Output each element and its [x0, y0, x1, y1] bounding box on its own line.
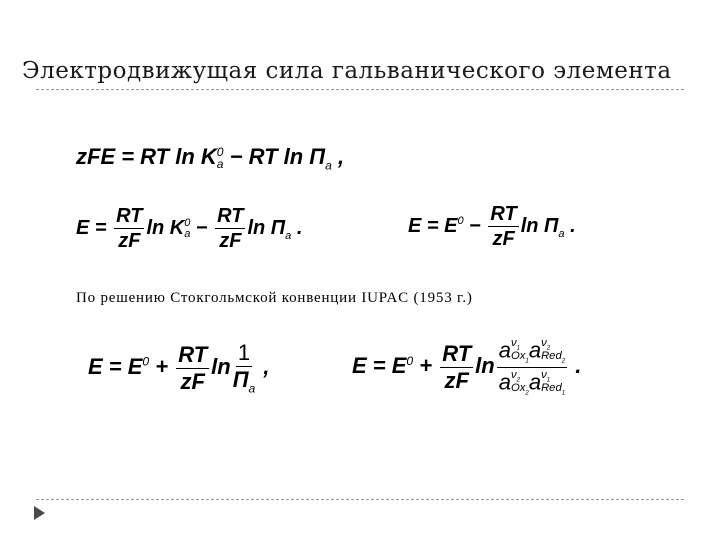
eq3-lhs: E = E	[408, 214, 458, 237]
eq5-n-a1: a	[498, 337, 511, 363]
eq5-num: RT	[442, 340, 472, 366]
eq4-sup: 0	[142, 354, 150, 369]
eq5-ln: ln	[475, 353, 495, 379]
iupac-convention-note: По решению Стокгольмской конвенции IUPAC (1953 г.)	[76, 290, 473, 306]
eq2-lhs: E =	[76, 216, 113, 239]
eq5-n-pi2: 2	[546, 344, 551, 352]
eq5-n-stack1	[511, 338, 529, 365]
eq5-numerator	[497, 338, 567, 368]
eq5-n-a2: a	[528, 337, 542, 363]
eq4-fraction-1	[176, 341, 209, 394]
eq5-n-pi1: 1	[516, 344, 521, 352]
eq5-n-p2: ν	[541, 337, 547, 349]
eq5-d-pi1: 2	[516, 376, 521, 384]
eq2-num2: RT	[217, 205, 244, 227]
eq5-n-s1: Ox	[510, 350, 526, 363]
eq5-d-a1: a	[498, 369, 511, 395]
eq4-tail: ,	[257, 354, 270, 380]
eq3-den: zF	[492, 228, 515, 250]
equation-emf-standard	[408, 204, 576, 249]
footer-divider	[36, 499, 684, 500]
eq5-d-pi2: 1	[546, 376, 551, 384]
eq1-sub2: a	[325, 158, 332, 173]
eq3-sub: a	[558, 227, 565, 240]
slide-bullet-arrow-icon	[34, 506, 45, 520]
eq2-ln2: ln Π	[247, 216, 286, 239]
eq5-plus: +	[413, 353, 439, 379]
eq2-sub1: a	[184, 227, 191, 240]
eq5-d-i2: 1	[561, 389, 566, 397]
eq5-fraction-1	[440, 340, 473, 393]
eq5-lhs: E = E	[352, 353, 407, 379]
eq5-n-p1: ν	[510, 337, 517, 349]
eq3-fraction	[488, 204, 518, 249]
eq2-sub2: a	[285, 229, 292, 242]
eq4-sub: a	[248, 381, 256, 396]
eq5-d-s2: Red	[541, 382, 562, 395]
eq5-n-i2: 2	[561, 357, 566, 365]
eq5-d-p1: ν	[510, 368, 517, 381]
eq5-sup: 0	[406, 353, 414, 368]
eq4-plus: +	[149, 354, 175, 380]
eq2-den2: zF	[219, 230, 242, 252]
eq5-d-a2: a	[528, 369, 542, 395]
equation-nernst-activities	[352, 338, 581, 397]
eq4-ln: ln	[211, 354, 231, 380]
eq5-d-stack1	[511, 370, 529, 397]
eq5-d-stack2	[541, 370, 565, 397]
eq3-num: RT	[490, 203, 517, 225]
eq5-n-stack2	[541, 338, 565, 365]
eq4-fraction-2	[233, 342, 256, 394]
eq5-tail: .	[569, 353, 582, 379]
eq2-num1: RT	[116, 205, 143, 227]
equation-iupac-form	[88, 342, 270, 394]
eq3-minus: −	[463, 214, 487, 237]
eq2-minus: −	[190, 216, 214, 239]
eq5-fraction-activities	[497, 338, 567, 397]
eq2-fraction-2	[215, 206, 245, 251]
slide-title: Электродвижущая сила гальванического элемента	[22, 58, 672, 84]
eq2-sup1: 0	[184, 216, 191, 229]
eq5-n-s2: Red	[541, 350, 562, 363]
eq4-den2-wrap	[233, 367, 256, 394]
eq5-d-i1: 2	[525, 389, 529, 397]
eq5-den: zF	[444, 367, 469, 393]
eq1-mid: − RT ln Π	[223, 144, 326, 169]
eq1-sub: a	[216, 157, 224, 172]
eq1-lhs: zFE = RT ln K	[76, 144, 217, 169]
eq2-fraction-1	[114, 206, 144, 251]
eq4-num2: 1	[237, 340, 251, 365]
eq1-tail: ,	[331, 144, 345, 169]
eq2-ln1: ln K	[146, 216, 185, 239]
eq1-sup: 0	[216, 145, 224, 160]
eq2-den1: zF	[118, 230, 141, 252]
eq2-tail: .	[291, 216, 303, 239]
eq5-d-p2: ν	[541, 368, 547, 381]
eq4-lhs: E = E	[88, 354, 143, 380]
equation-emf-expanded	[76, 206, 302, 251]
eq5-d-s1: Ox	[510, 382, 526, 395]
eq3-ln: ln Π	[520, 214, 559, 237]
title-divider	[36, 89, 684, 90]
eq4-den: zF	[180, 368, 205, 394]
eq4-num: RT	[178, 341, 208, 367]
eq5-n-i1: 1	[525, 357, 529, 365]
eq3-tail: .	[564, 214, 576, 237]
eq3-sup: 0	[457, 215, 464, 228]
eq5-denominator	[499, 368, 565, 397]
eq4-den2: Π	[232, 367, 249, 392]
equation-gibbs-emf	[76, 146, 344, 171]
